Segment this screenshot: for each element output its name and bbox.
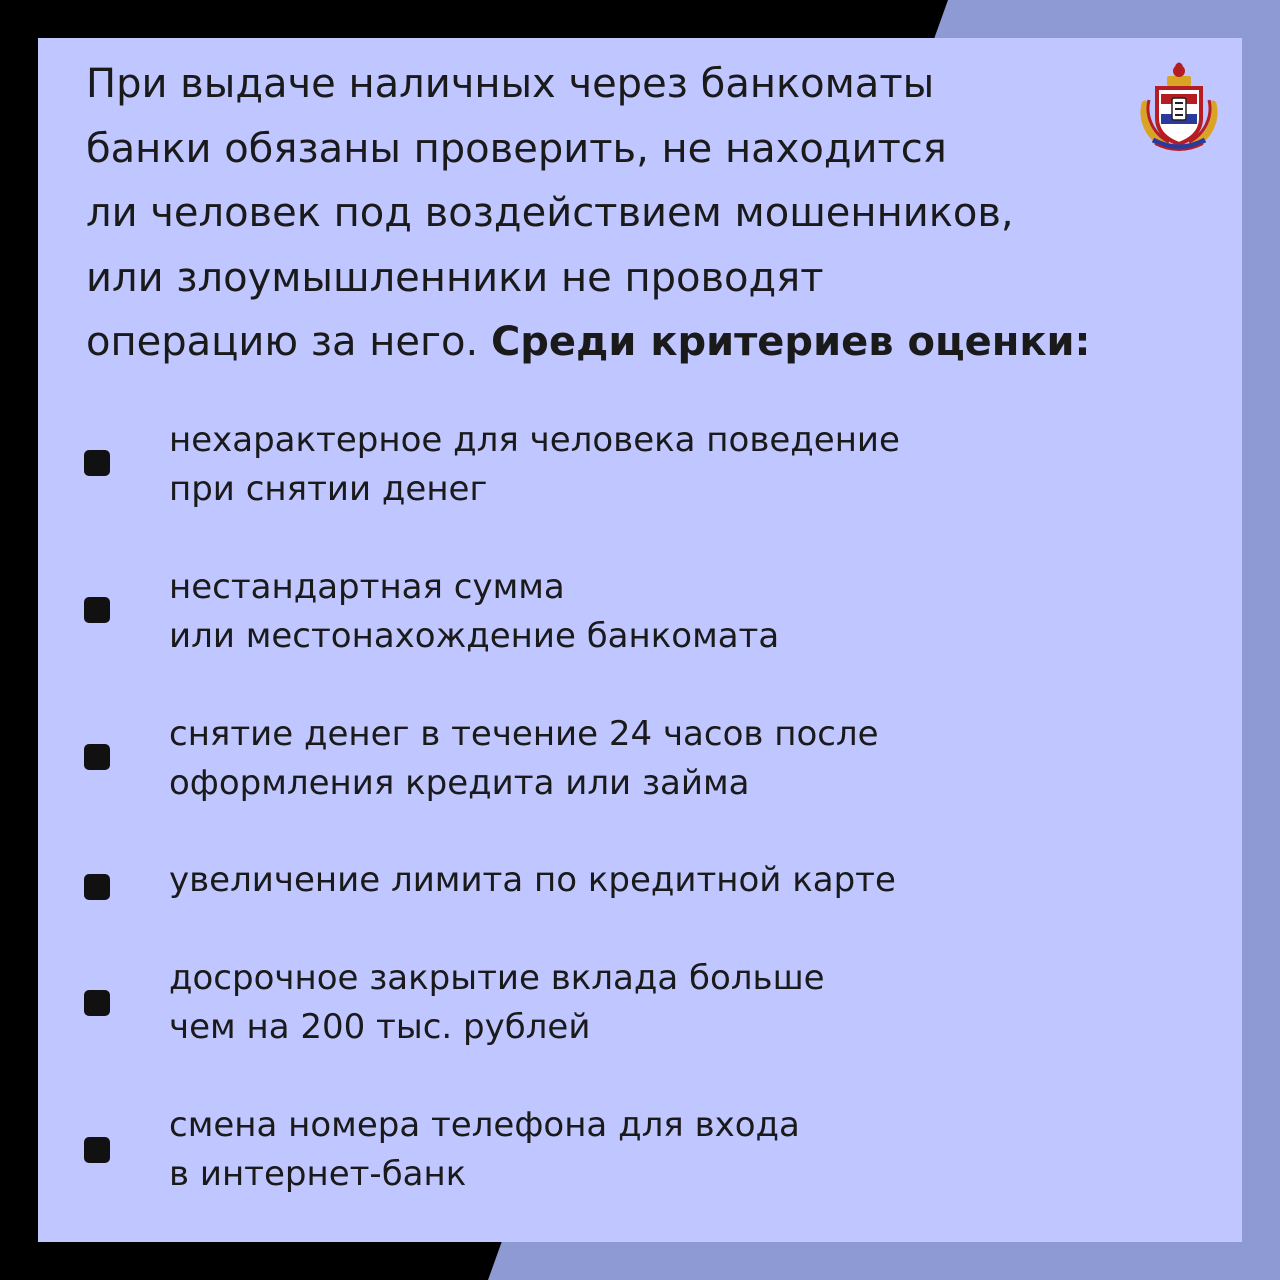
intro-line-regular: операцию за него. (86, 319, 479, 365)
intro-line: ли человек под воздействием мошенников, (86, 190, 1014, 236)
list-item-text (169, 563, 1169, 661)
bullet-icon (84, 744, 110, 770)
bullet-icon (84, 597, 110, 623)
list-item-line: досрочное закрытие вклада больше (169, 958, 825, 998)
list-item-text (169, 1101, 1169, 1199)
intro-last-line (86, 310, 1166, 375)
list-item-text (169, 710, 1169, 808)
bullet-icon (84, 990, 110, 1016)
list-item-line: снятие денег в течение 24 часов после (169, 714, 879, 754)
list-item-line: в интернет-банк (169, 1154, 467, 1194)
bullet-icon (84, 1137, 110, 1163)
list-item-line: при снятии денег (169, 469, 488, 509)
list-item-line: увеличение лимита по кредитной карте (169, 860, 896, 900)
intro-line: банки обязаны проверить, не находится (86, 125, 947, 172)
list-item-text (169, 954, 1169, 1052)
intro-paragraph (86, 52, 1166, 375)
coat-of-arms-icon (1131, 60, 1227, 156)
list-item-line: нехарактерное для человека поведение (169, 420, 900, 460)
list-item-line: смена номера телефона для входа (169, 1105, 800, 1145)
list-item-text (169, 856, 1169, 905)
intro-line: или злоумышленники не проводят (86, 254, 824, 301)
bullet-icon (84, 450, 110, 476)
list-item-line: нестандартная сумма (169, 567, 565, 607)
content-card (38, 38, 1242, 1242)
criteria-heading: Среди критериев оценки: (490, 319, 1091, 365)
list-item-text (169, 416, 1169, 514)
bullet-icon (84, 874, 110, 900)
intro-line: При выдаче наличных через банкоматы (86, 61, 935, 107)
list-item-line: оформления кредита или займа (169, 763, 750, 803)
list-item-line: чем на 200 тыс. рублей (169, 1007, 591, 1047)
list-item-line: или местонахождение банкомата (169, 616, 780, 656)
